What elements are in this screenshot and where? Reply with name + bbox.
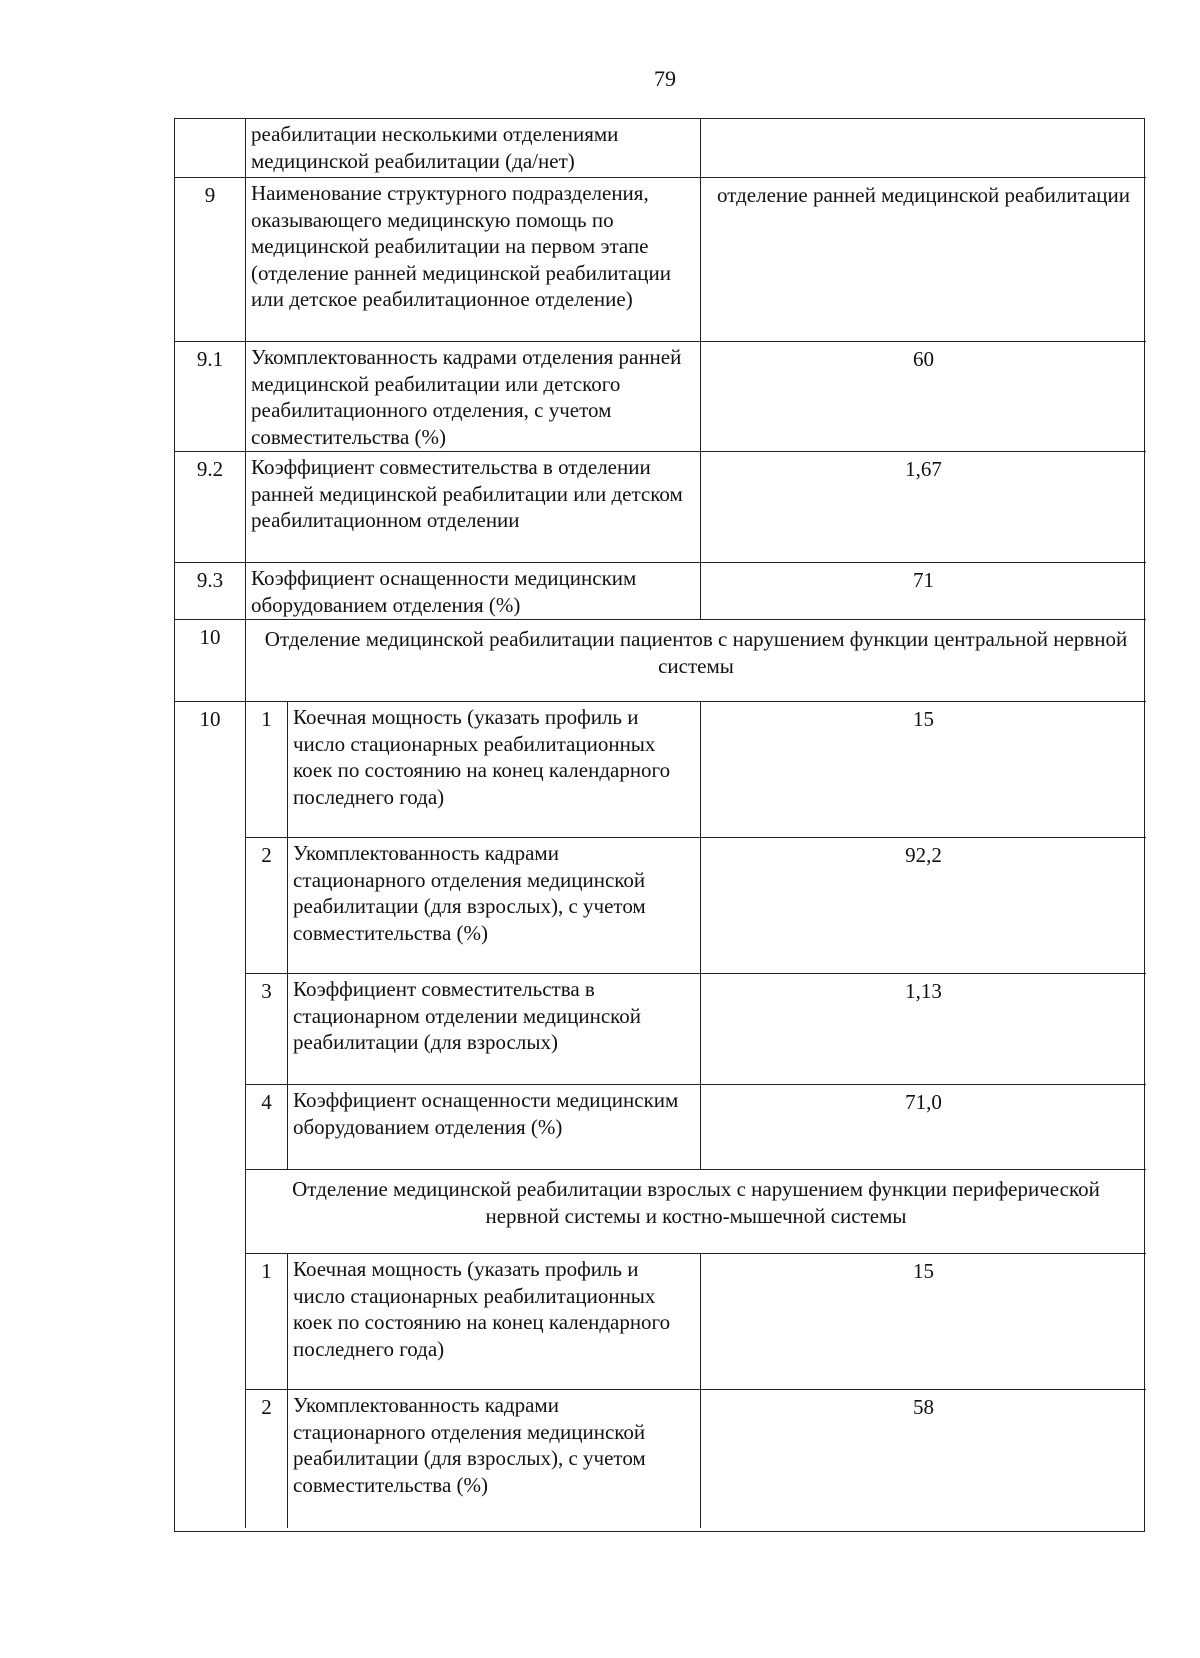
indicator-value: 1,13 [701,974,1146,1085]
row-number: 10 [175,702,246,1528]
indicator-name: Коечная мощность (указать профиль и число стационарных реабилитационных коек по состоянию на конец календарного последнего года) [288,702,701,838]
indicator-value: отделение ранней медицинской реабилитации [701,178,1146,342]
page-number: 79 [654,66,676,91]
indicator-name: Коэффициент совместительства в отделении ранней медицинской реабилитации или детском реабилитационном отделении [246,452,701,563]
indicator-name: Коэффициент оснащенности медицинским оборудованием отделения (%) [288,1085,701,1170]
indicator-name: Коэффициент оснащенности медицинским оборудованием отделения (%) [246,563,701,620]
row-number: 10 [175,620,246,702]
indicator-value: 1,67 [701,452,1146,563]
sub-number: 2 [246,838,288,974]
indicator-value [701,119,1146,178]
row-number-cell [175,119,246,178]
indicator-value: 71 [701,563,1146,620]
section-title: Отделение медицинской реабилитации пациентов с нарушением функции центральной нервной системы [246,620,1146,702]
section-title: Отделение медицинской реабилитации взрослых с нарушением функции периферической нервной системы и костно-мышечной системы [246,1170,1146,1254]
sub-number: 4 [246,1085,288,1170]
indicator-name: Коэффициент совместительства в стационарном отделении медицинской реабилитации (для взрослых) [288,974,701,1085]
sub-number: 1 [246,1254,288,1390]
sub-number: 3 [246,974,288,1085]
sub-number: 2 [246,1390,288,1528]
row-number: 9.1 [175,342,246,452]
row-number: 9.3 [175,563,246,620]
indicator-name: Укомплектованность кадрами стационарного отделения медицинской реабилитации (для взрослых), с учетом совместительства (%) [288,838,701,974]
indicator-name: Укомплектованность кадрами стационарного отделения медицинской реабилитации (для взрослых), с учетом совместительства (%) [288,1390,701,1528]
indicator-value: 15 [701,1254,1146,1390]
indicator-table [174,118,1145,1532]
row-number: 9 [175,178,246,342]
indicator-value: 60 [701,342,1146,452]
indicator-name: Укомплектованность кадрами отделения ранней медицинской реабилитации или детского реабилитационного отделения, с учетом совместительства (%) [246,342,701,452]
indicator-value: 71,0 [701,1085,1146,1170]
indicator-value: 92,2 [701,838,1146,974]
indicator-value: 58 [913,1395,934,1419]
sub-number: 1 [246,702,288,838]
indicator-value: 15 [701,702,1146,838]
indicator-name: Коечная мощность (указать профиль и число стационарных реабилитационных коек по состоянию на конец календарного последнего года) [288,1254,701,1390]
row-number: 9.2 [175,452,246,563]
indicator-name: реабилитации несколькими отделениями медицинской реабилитации (да/нет) [246,119,701,178]
indicator-name: Наименование структурного подразделения, оказывающего медицинскую помощь по медицинской реабилитации на первом этапе (отделение ранней медицинской реабилитации или детское реабилитационное отделение) [246,178,701,342]
